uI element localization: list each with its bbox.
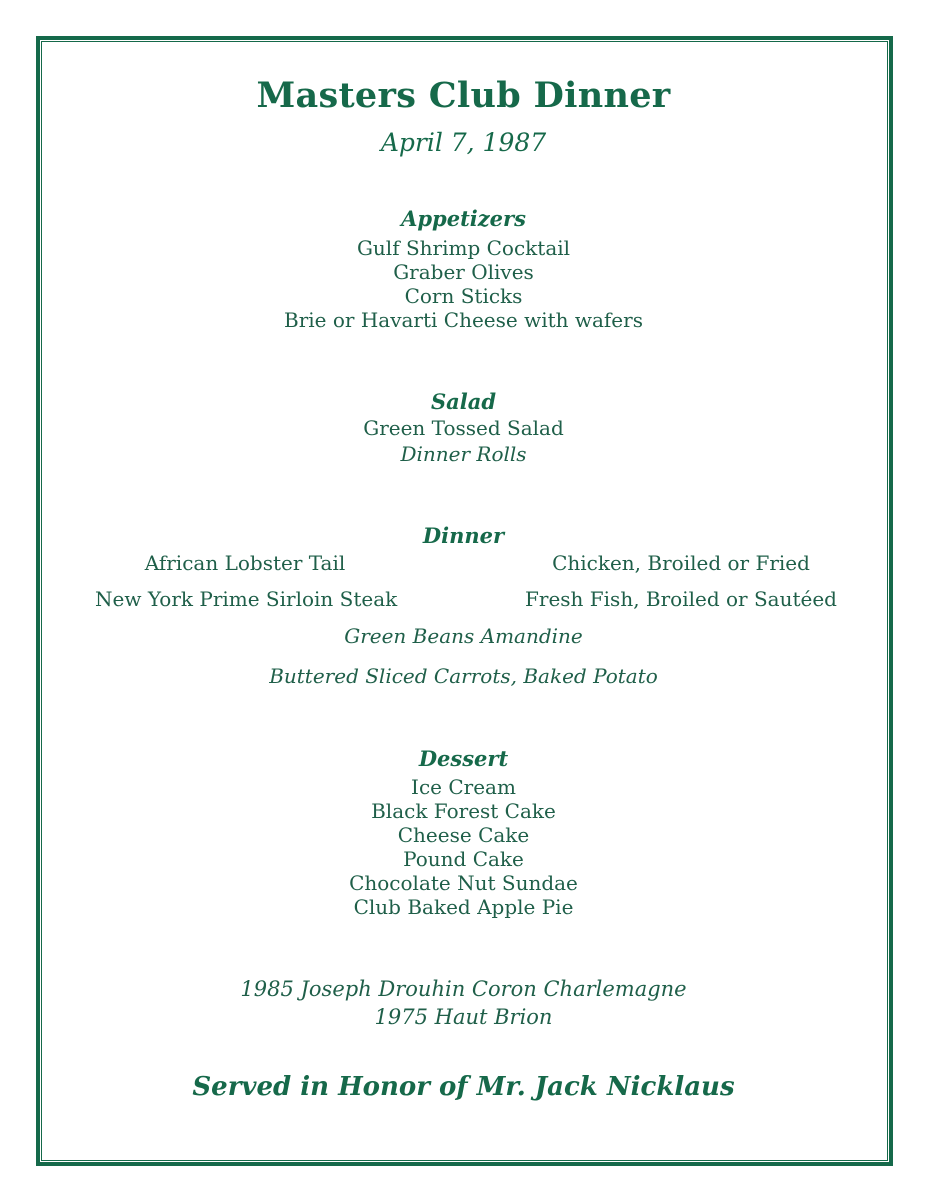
section-heading-dessert: Dessert <box>418 746 509 771</box>
list-item: Brie or Havarti Cheese with wafers <box>284 308 643 332</box>
list-item: Chocolate Nut Sundae <box>349 871 578 895</box>
list-item: Pound Cake <box>403 847 524 871</box>
section-heading-appetizers: Appetizers <box>401 206 526 231</box>
list-item: Ice Cream <box>411 775 516 799</box>
appetizers-list <box>0 236 927 332</box>
dessert-list <box>0 775 927 919</box>
salad-item: Green Tossed Salad <box>363 416 564 440</box>
section-heading-salad: Salad <box>430 389 497 414</box>
section-heading-dinner: Dinner <box>422 523 505 548</box>
list-item: Black Forest Cake <box>371 799 556 823</box>
dinner-entree-right: Fresh Fish, Broiled or Sautéed <box>525 587 837 611</box>
list-item: Graber Olives <box>393 260 534 284</box>
dinner-entree-right: Chicken, Broiled or Fried <box>552 551 810 575</box>
dinner-side: Green Beans Amandine <box>344 624 583 648</box>
list-item: Club Baked Apple Pie <box>353 895 574 919</box>
salad-side: Dinner Rolls <box>400 442 527 466</box>
list-item: Gulf Shrimp Cocktail <box>356 236 571 260</box>
list-item: Corn Sticks <box>404 284 523 308</box>
dinner-entree-left: African Lobster Tail <box>144 551 346 575</box>
wine-item: 1975 Haut Brion <box>374 1005 553 1029</box>
list-item: Cheese Cake <box>397 823 530 847</box>
honor-footer: Served in Honor of Mr. Jack Nicklaus <box>192 1072 735 1102</box>
dinner-entree-left: New York Prime Sirloin Steak <box>95 587 398 611</box>
menu-date: April 7, 1987 <box>380 128 547 157</box>
menu-title: Masters Club Dinner <box>256 75 671 116</box>
wine-item: 1985 Joseph Drouhin Coron Charlemagne <box>240 977 687 1001</box>
dinner-side: Buttered Sliced Carrots, Baked Potato <box>269 664 658 688</box>
